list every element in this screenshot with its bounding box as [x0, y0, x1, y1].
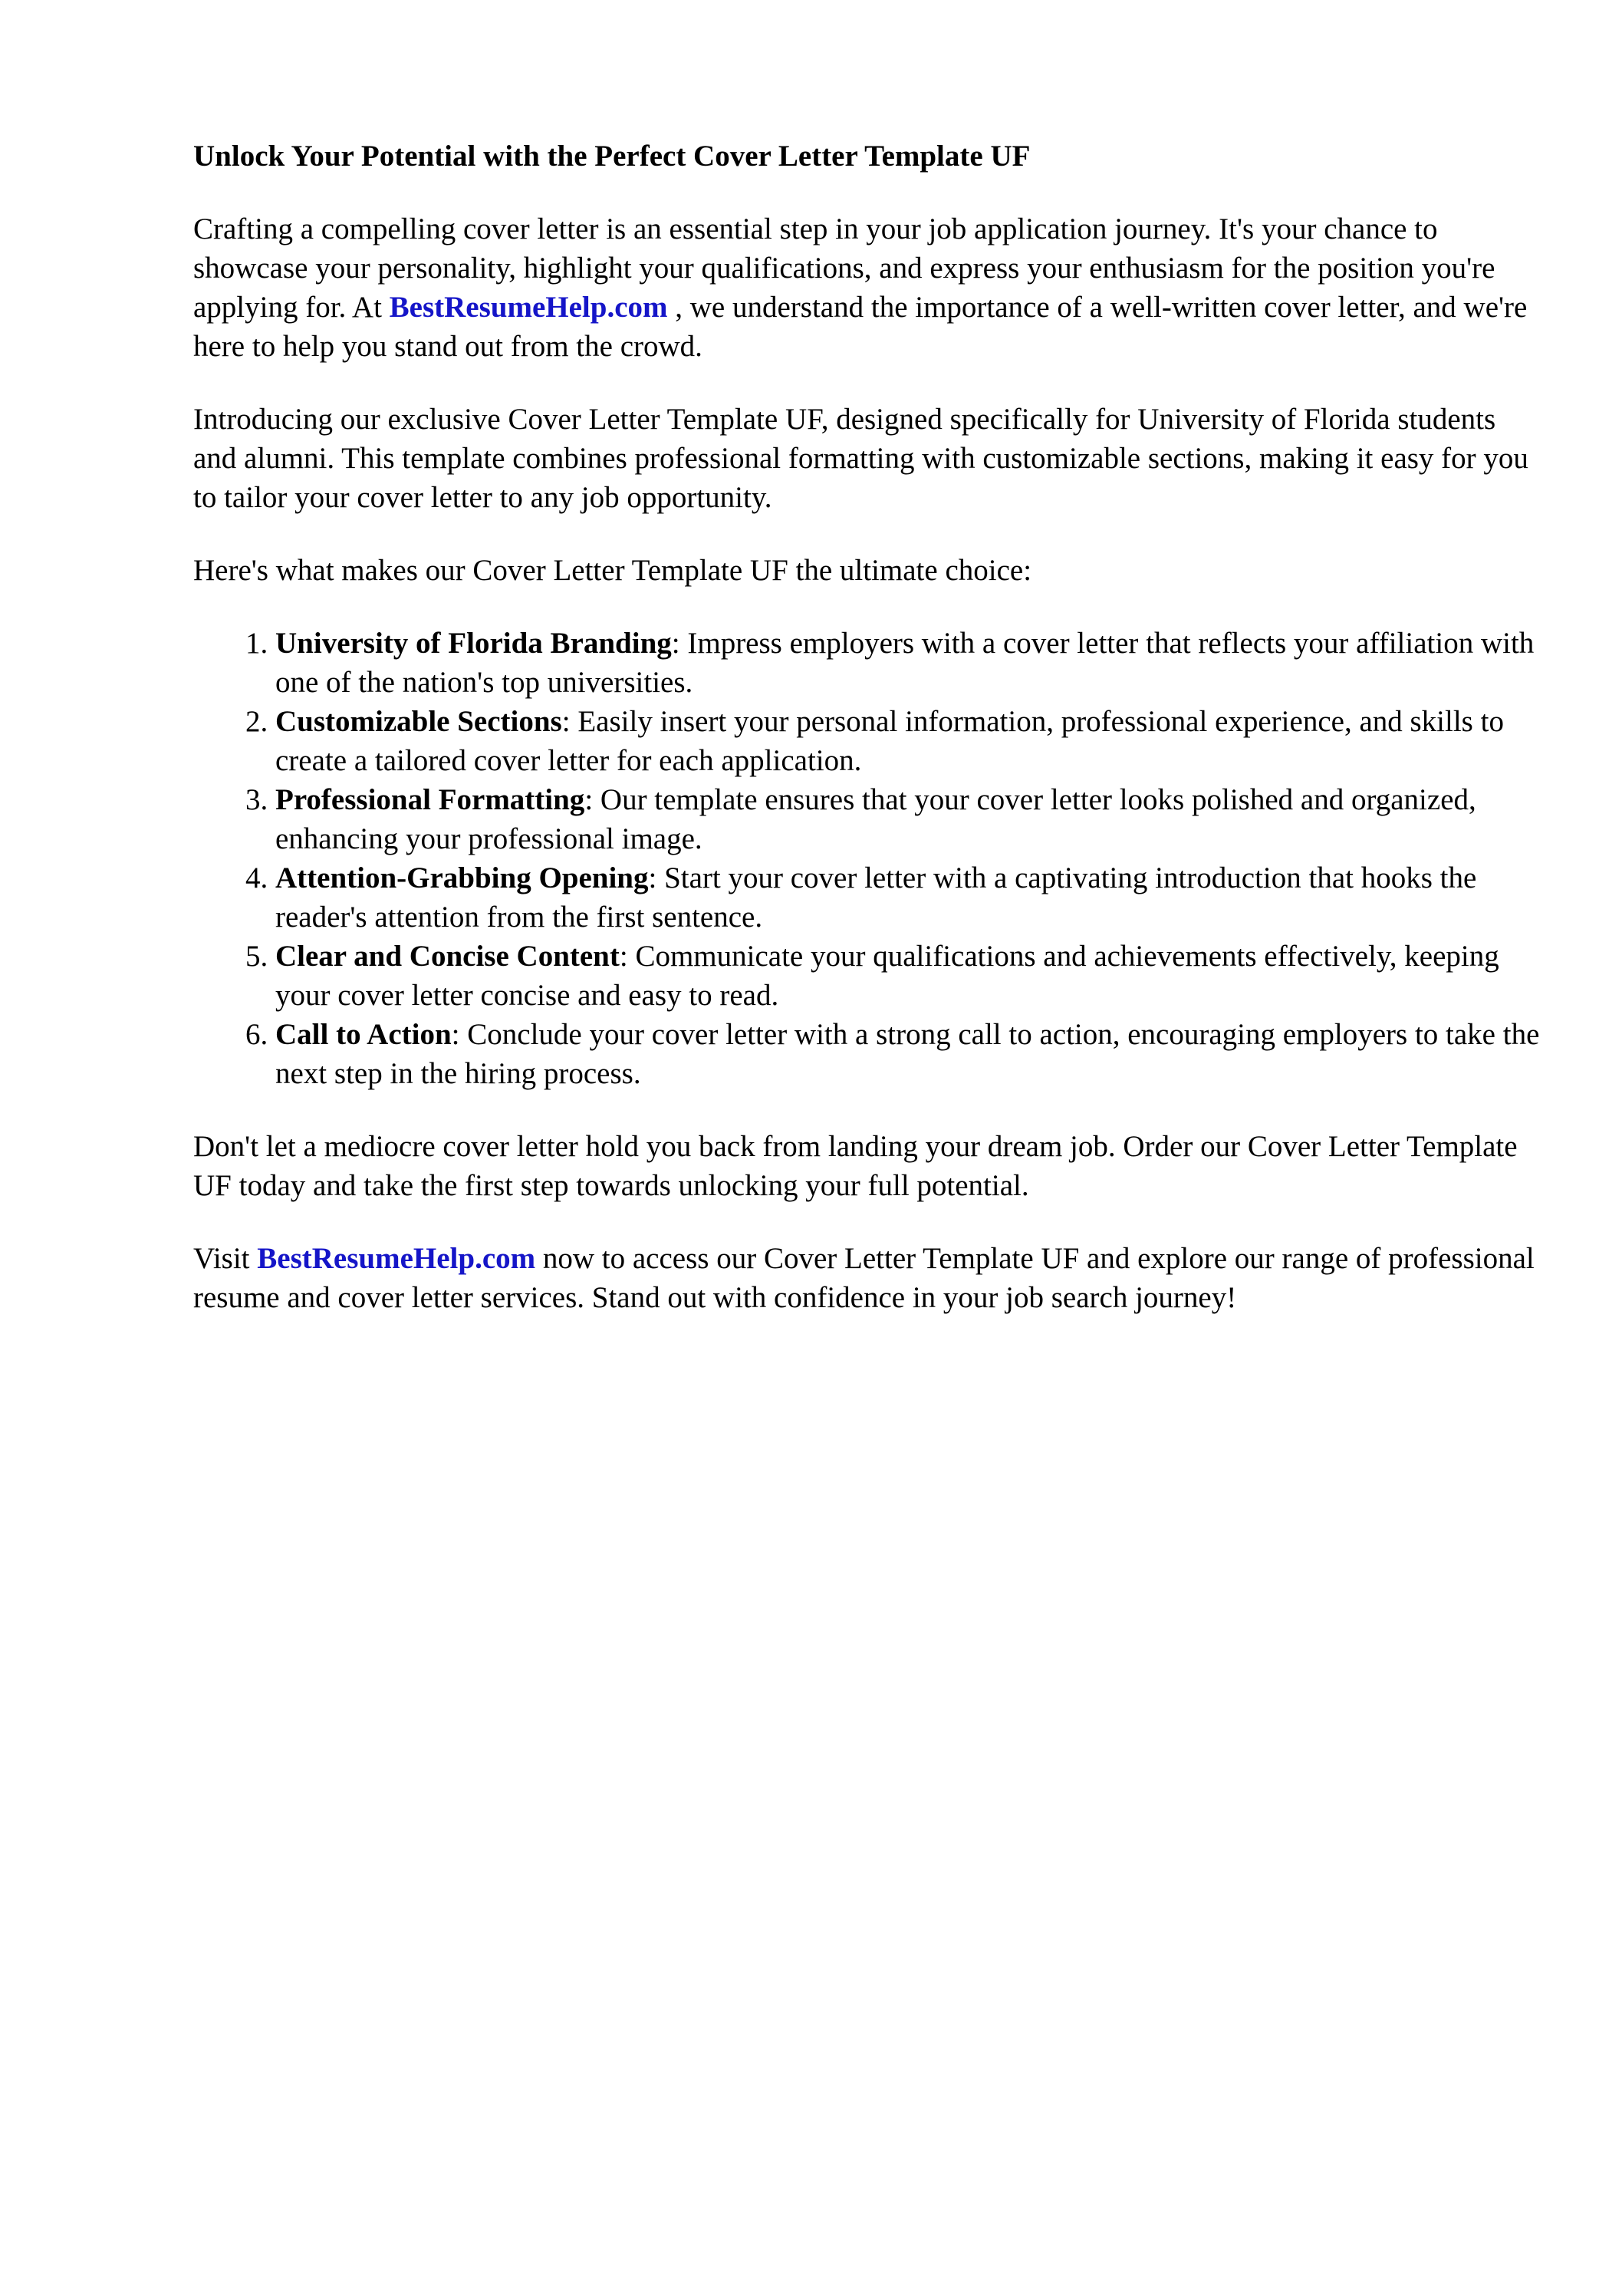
feature-desc: : Start your cover letter with a captivating introduction that hooks the reader's attention from the first sentence.: [275, 861, 1477, 934]
closing-text-before: Visit: [193, 1242, 258, 1275]
list-item: [275, 702, 1543, 780]
feature-term: Professional Formatting: [275, 783, 585, 816]
closing-text-after: now to access our Cover Letter Template UF and explore our range of professional resume and cover letter services. Stand out with confidence in your job search journey!: [193, 1242, 1535, 1314]
document-title: Unlock Your Potential with the Perfect Cover Letter Template UF: [193, 140, 1031, 173]
closing-paragraph: [193, 1239, 1543, 1317]
feature-term: Call to Action: [275, 1018, 452, 1051]
template-intro-paragraph: Introducing our exclusive Cover Letter Template UF, designed specifically for University of Florida students and alumni. This template combines professional formatting with customizable sections, making it easy for you to tailor your cover letter to any job opportunity.: [193, 403, 1528, 514]
intro-paragraph: [193, 209, 1543, 366]
feature-term: Attention-Grabbing Opening: [275, 861, 649, 894]
call-to-order-paragraph: Don't let a mediocre cover letter hold you back from landing your dream job. Order our Cover Letter Template UF today and take the first step towards unlocking your full potential.: [193, 1130, 1518, 1202]
list-item: [275, 858, 1543, 937]
feature-desc: : Conclude your cover letter with a strong call to action, encouraging employers to take the next step in the hiring process.: [275, 1018, 1540, 1090]
feature-term: Clear and Concise Content: [275, 940, 620, 973]
feature-desc: : Easily insert your personal information, professional experience, and skills to create a tailored cover letter for each application.: [275, 705, 1504, 777]
features-lead-paragraph: Here's what makes our Cover Letter Template UF the ultimate choice:: [193, 554, 1032, 587]
list-item: [275, 624, 1543, 702]
feature-desc: : Our template ensures that your cover letter looks polished and organized, enhancing your professional image.: [275, 783, 1476, 855]
intro-text-after: , we understand the importance of a well-written cover letter, and we're here to help you stand out from the crowd.: [193, 291, 1528, 363]
list-item: [275, 1015, 1543, 1093]
list-item: [275, 937, 1543, 1015]
list-item: [275, 780, 1543, 858]
document-page: [193, 137, 1543, 1351]
feature-desc: : Communicate your qualifications and achievements effectively, keeping your cover letter concise and easy to read.: [275, 940, 1499, 1012]
feature-term: University of Florida Branding: [275, 627, 672, 660]
intro-site-link[interactable]: BestResumeHelp.com: [389, 291, 668, 324]
feature-term: Customizable Sections: [275, 705, 562, 738]
feature-desc: : Impress employers with a cover letter that reflects your affiliation with one of the nation's top universities.: [275, 627, 1535, 699]
features-list: [193, 624, 1543, 1093]
intro-text-before: Crafting a compelling cover letter is an essential step in your job application journey. It's your chance to showcase your personality, highlight your qualifications, and express your enthusiasm for the position you're applying for. At: [193, 212, 1495, 324]
closing-site-link[interactable]: BestResumeHelp.com: [257, 1242, 536, 1275]
